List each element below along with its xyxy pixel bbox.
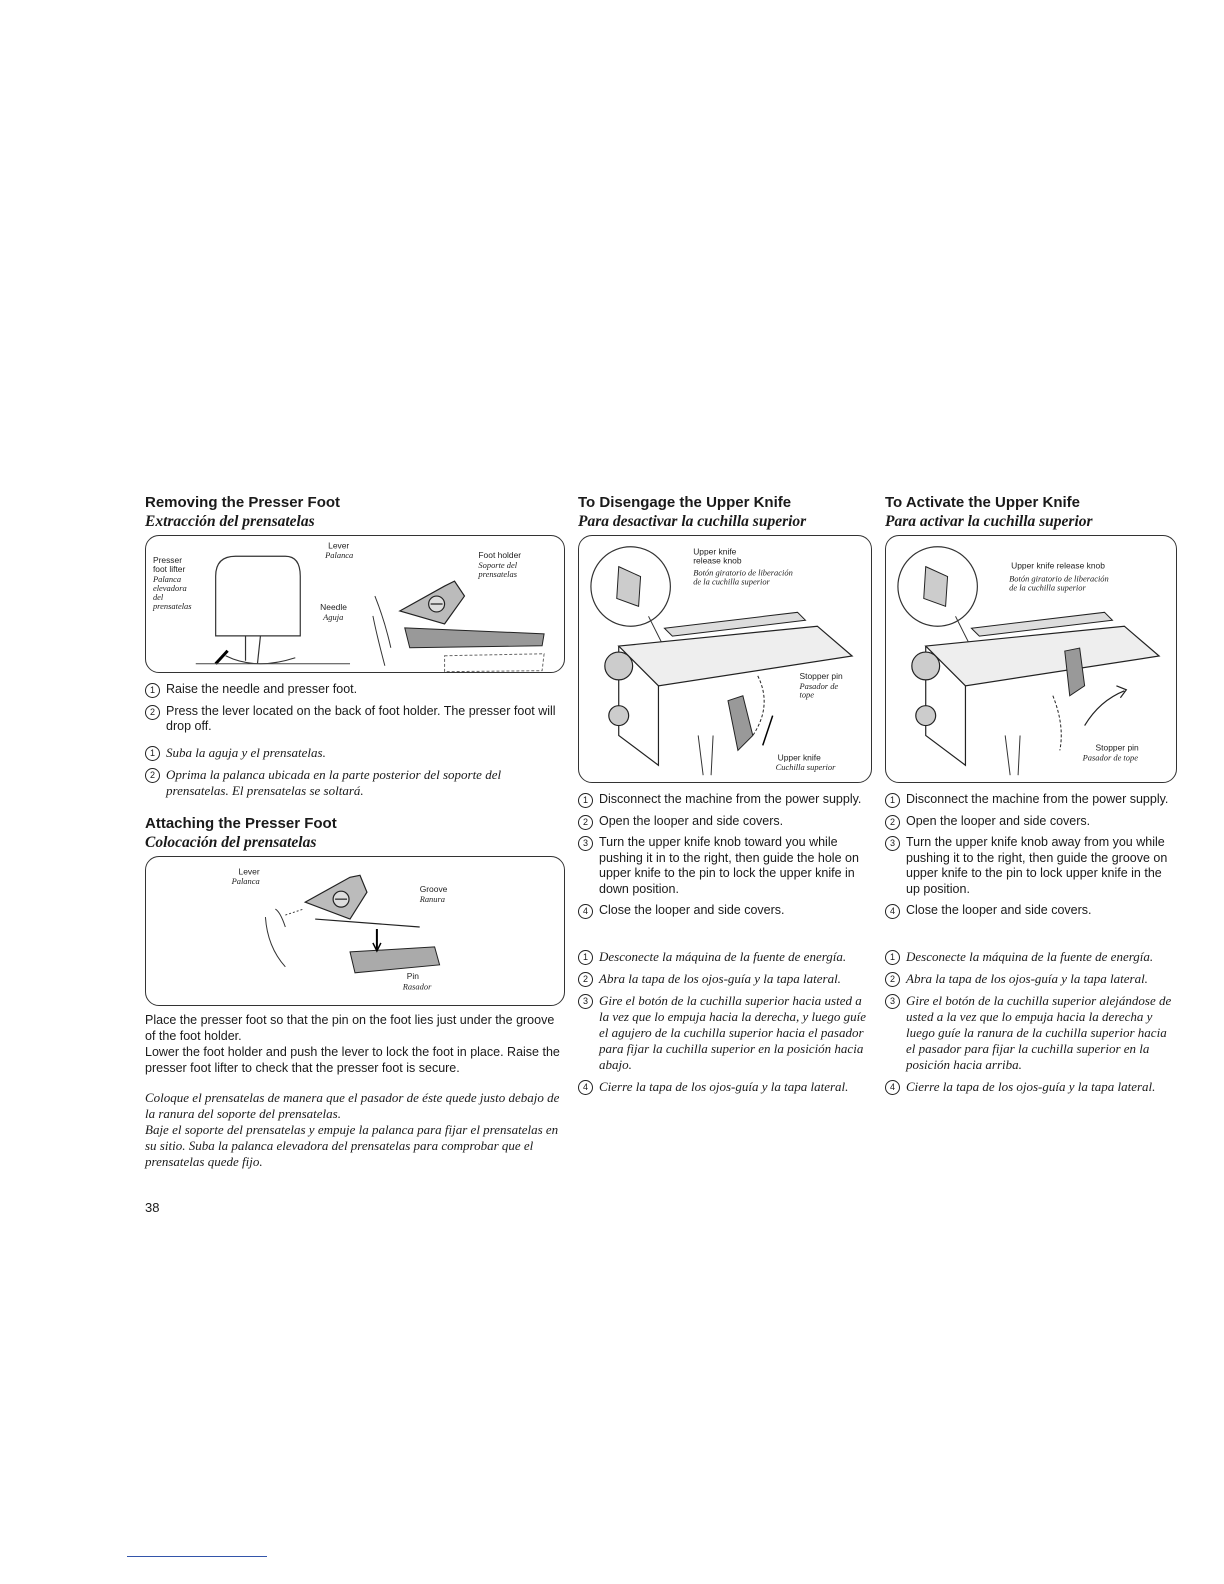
label-presser-foot-lifter: Presser foot lifter [152, 555, 186, 575]
step-marker: 2 [145, 768, 160, 783]
list-item: 4 Cierre la tapa de los ojos-guía y la tapa lateral. [885, 1079, 1177, 1095]
label-stopper-pin: Stopper pin [799, 670, 843, 681]
label-presser-foot-lifter-es: Palanca elevadora del prensatelas [152, 574, 192, 611]
list-item: 1 Raise the needle and presser foot. [145, 682, 565, 698]
column-disengage [578, 494, 872, 1101]
step-marker: 1 [885, 793, 900, 808]
list-item: 3 Gire el botón de la cuchilla superior hacia usted a la vez que lo empuja hacia la derecha, y luego guíe el agujero de la cuchilla superior hacia el pasador para fijar la cuchilla superior en la posición hacia abajo. [578, 993, 872, 1073]
label-upper-knife-es: Cuchilla superior [775, 762, 836, 773]
list-item: 3 Turn the upper knife knob away from you while pushing it to the right, then guide the groove on upper knife to the pin to lock upper knife in the up position. [885, 835, 1177, 897]
list-item: 2 Press the lever located on the back of foot holder. The presser foot will drop off. [145, 704, 565, 735]
step-marker: 3 [578, 836, 593, 851]
list-item: 1 Suba la aguja y el prensatelas. [145, 745, 565, 761]
step-marker: 2 [578, 972, 593, 987]
activate-steps-en [885, 792, 1177, 919]
attaching-title-en: Attaching the Presser Foot [145, 814, 337, 832]
activate-title-en: To Activate the Upper Knife [885, 494, 1081, 511]
removing-title-en: Removing the Presser Foot [145, 494, 341, 511]
label-knob-es: Botón giratorio de liberación de la cuchilla superior [693, 567, 793, 587]
attaching-figure [145, 856, 565, 1006]
step-marker: 4 [885, 904, 900, 919]
removing-steps-en [145, 682, 565, 735]
attaching-text-en-1: Place the presser foot so that the pin on the foot lies just under the groove of the foot holder. [145, 1012, 555, 1043]
label-knob-es: Botón giratorio de liberación de la cuchilla superior [1009, 573, 1109, 593]
step-marker: 4 [885, 1080, 900, 1095]
label-groove-es: Ranura [419, 893, 446, 904]
removing-steps-es [145, 745, 565, 799]
label-upper-knife: Upper knife [777, 752, 821, 763]
label-lever: Lever [238, 865, 260, 876]
activate-figure [885, 535, 1177, 783]
label-lever: Lever [328, 540, 350, 551]
page-number: 38 [145, 1200, 160, 1215]
label-needle-es: Aguja [323, 611, 344, 622]
disengage-steps-en [578, 792, 872, 919]
list-item: 4 Close the looper and side covers. [578, 903, 872, 919]
attaching-text-es-1: Coloque el prensatelas de manera que el pasador de éste quede justo debajo de la ranura del soporte del prensatelas. [145, 1089, 560, 1121]
step-marker: 1 [578, 793, 593, 808]
removing-title-es: Extracción del prensatelas [145, 513, 315, 530]
step-marker: 1 [145, 746, 160, 761]
removing-illustration [146, 536, 564, 672]
list-item: 3 Turn the upper knife knob toward you while pushing it in to the right, then guide the hole on upper knife to the pin to lock the upper knife in down position. [578, 835, 872, 897]
list-item: 2 Abra la tapa de los ojos-guía y la tapa lateral. [578, 971, 872, 987]
step-marker: 3 [885, 836, 900, 851]
activate-steps-es [885, 949, 1177, 1095]
step-marker: 2 [885, 972, 900, 987]
step-marker: 1 [885, 950, 900, 965]
list-item: 2 Oprima la palanca ubicada en la parte posterior del soporte del prensatelas. El prensatelas se soltará. [145, 767, 565, 799]
label-stopper-pin-es: Pasador de tope [799, 680, 839, 700]
label-pin: Pin [406, 970, 419, 981]
column-presser-foot [145, 494, 565, 1170]
step-marker: 1 [578, 950, 593, 965]
activate-title-es: Para activar la cuchilla superior [885, 513, 1093, 530]
list-item: 1 Disconnect the machine from the power supply. [885, 792, 1177, 808]
step-marker: 2 [885, 815, 900, 830]
label-foot-holder-es: Soporte del prensatelas [478, 560, 518, 580]
removing-figure [145, 535, 565, 673]
disengage-illustration [579, 536, 871, 782]
step-marker: 3 [885, 994, 900, 1009]
step-marker: 2 [578, 815, 593, 830]
label-stopper-pin: Stopper pin [1095, 742, 1139, 753]
label-lever-es: Palanca [325, 550, 354, 561]
list-item: 4 Close the looper and side covers. [885, 903, 1177, 919]
label-knob: Upper knife release knob [693, 546, 742, 566]
disengage-title-en: To Disengage the Upper Knife [578, 494, 792, 511]
label-knob: Upper knife release knob [1011, 560, 1105, 571]
disengage-title-es: Para desactivar la cuchilla superior [578, 513, 807, 530]
label-needle: Needle [320, 601, 347, 612]
list-item: 3 Gire el botón de la cuchilla superior alejándose de usted a la vez que lo empuja hacia la derecha y luego guíe la ranura de la cuchilla superior hacia el pasador para fijar la cuchilla superior en la posición hacia arriba. [885, 993, 1177, 1073]
attaching-title-es: Colocación del prensatelas [145, 833, 317, 851]
disengage-steps-es [578, 949, 872, 1095]
list-item: 4 Cierre la tapa de los ojos-guía y la tapa lateral. [578, 1079, 872, 1095]
step-marker: 2 [145, 705, 160, 720]
list-item: 1 Desconecte la máquina de la fuente de energía. [885, 949, 1177, 965]
attaching-text-en-2: Lower the foot holder and push the lever to lock the foot in place. Raise the presser foot lifter to check that the presser foot is secure. [145, 1044, 560, 1075]
step-marker: 4 [578, 1080, 593, 1095]
attaching-text-es-2: Baje el soporte del prensatelas y empuje la palanca para fijar el prensatelas en su sitio. Suba la palanca elevadora del prensatelas para comprobar que el prensatelas quede fijo. [145, 1121, 559, 1169]
label-lever-es: Palanca [231, 875, 260, 886]
activate-illustration [886, 536, 1176, 782]
label-stopper-pin-es: Pasador de tope [1082, 752, 1138, 763]
label-foot-holder: Foot holder [478, 550, 522, 561]
list-item: 1 Desconecte la máquina de la fuente de energía. [578, 949, 872, 965]
list-item: 2 Open the looper and side covers. [885, 814, 1177, 830]
list-item: 2 Abra la tapa de los ojos-guía y la tapa lateral. [885, 971, 1177, 987]
step-marker: 1 [145, 683, 160, 698]
list-item: 2 Open the looper and side covers. [578, 814, 872, 830]
step-marker: 3 [578, 994, 593, 1009]
label-groove: Groove [419, 883, 448, 894]
list-item: 1 Disconnect the machine from the power supply. [578, 792, 872, 808]
column-activate [885, 494, 1177, 1101]
step-marker: 4 [578, 904, 593, 919]
attaching-illustration [146, 857, 564, 1005]
label-pin-es: Rasador [402, 981, 432, 992]
footer-rule [127, 1556, 267, 1557]
disengage-figure [578, 535, 872, 783]
